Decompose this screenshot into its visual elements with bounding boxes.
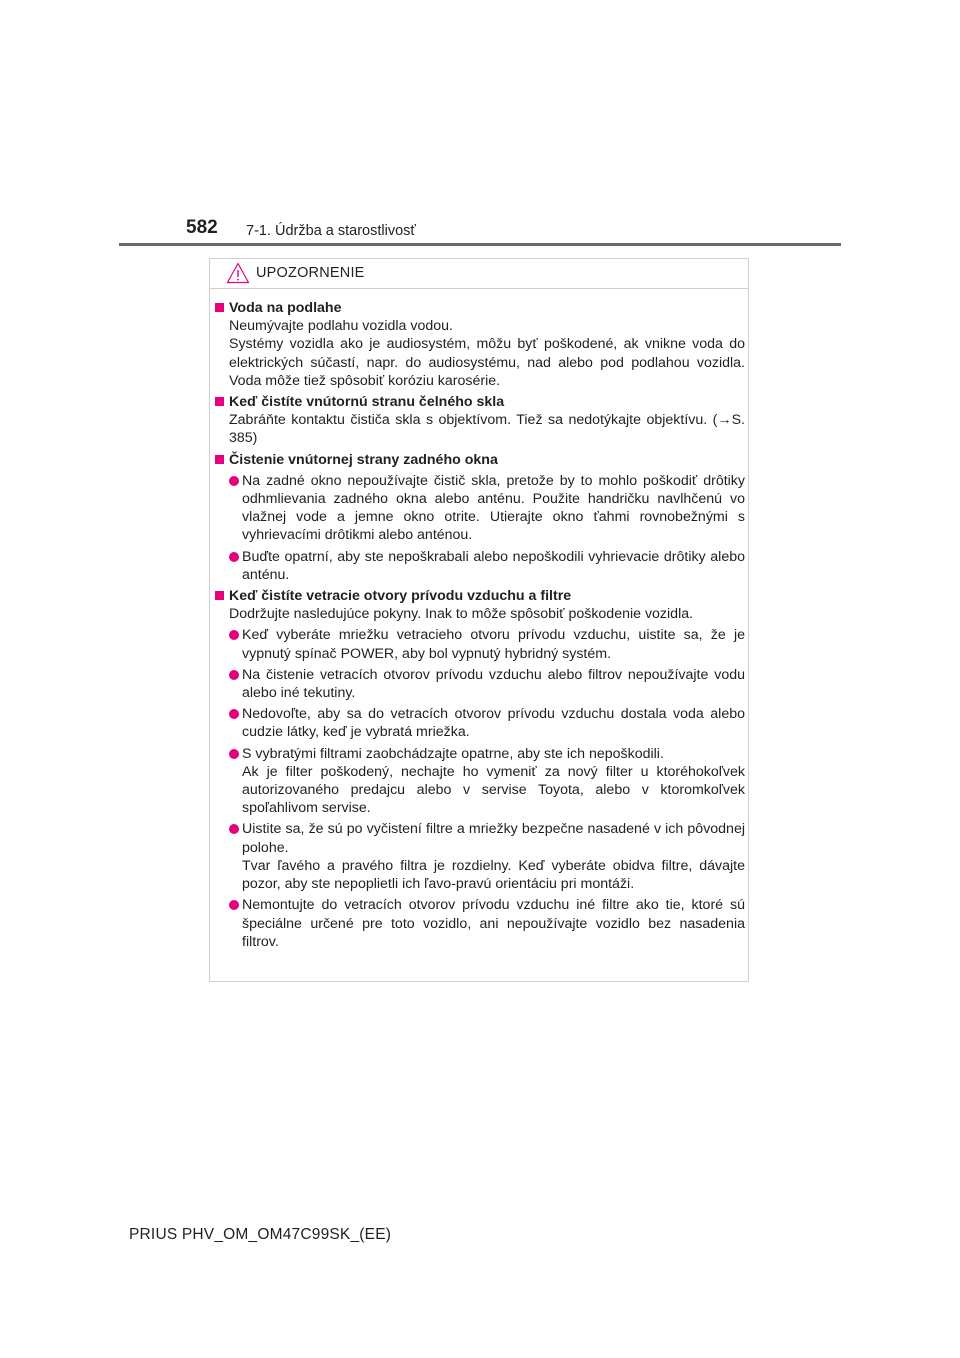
- document-code: PRIUS PHV_OM_OM47C99SK_(EE): [129, 1226, 392, 1243]
- round-bullet-icon: [229, 630, 239, 640]
- warning-title: UPOZORNENIE: [256, 265, 365, 281]
- round-bullet-icon: [229, 709, 239, 719]
- round-bullet-icon: [229, 824, 239, 834]
- round-bullet-icon: [229, 749, 239, 759]
- paragraph: Dodržujte nasledujúce pokyny. Inak to môže spôsobiť poškodenie vozidla.: [229, 606, 694, 623]
- warning-content: [215, 299, 745, 954]
- list-item: Uistite sa, že sú po vyčistení filtre a mriežky bezpečne nasadené v ich pôvodnej polohe. Tvar ľavého a pravého filtra je rozdielny. Keď vyberáte obidva filtre, dávajte pozor, aby ste nepoplietli ich ľavo-pravú orientáciu pri montáži.: [229, 820, 745, 893]
- square-bullet-icon: [215, 397, 224, 406]
- warning-box: [209, 258, 749, 982]
- page-number: 582: [186, 217, 218, 238]
- list-item: Buďte opatrní, aby ste nepoškrabali alebo nepoškodili vyhrievacie drôtiky alebo anténu.: [229, 548, 745, 584]
- paragraph: Systémy vozidla ako je audiosystém, môžu byť poškodené, ak vnikne voda do elektrických súčastí, napr. do audiosystému, nad alebo pod podlahou vozidla. Voda môže tiež spôsobiť koróziu karosérie.: [229, 336, 745, 389]
- warning-header: [210, 259, 748, 289]
- list-item: Na zadné okno nepoužívajte čistič skla, pretože by to mohlo poškodiť drôtiky odhmlievania zadného okna alebo anténu. Použite handričku navlhčenú vo vlažnej vode a jemne okno otrite. Utierajte okno ťahmi rovnobežnými s vyhrievacími drôtikmi alebo anténou.: [229, 472, 745, 545]
- item-heading: Voda na podlahe: [229, 300, 342, 316]
- list-item: S vybratými filtrami zaobchádzajte opatrne, aby ste ich nepoškodili. Ak je filter poškodený, nechajte ho vymeniť za nový filter u ktoréhokoľvek autorizovaného predajcu alebo v servise Toyota, alebo v ktoromkoľvek spoľahlivom servise.: [229, 745, 745, 818]
- list-item: Nemontujte do vetracích otvorov prívodu vzduchu iné filtre ako tie, ktoré sú špeciálne určené pre toto vozidlo, ani nepoužívajte vozidlo bez nasadenia filtrov.: [229, 896, 745, 951]
- round-bullet-icon: [229, 670, 239, 680]
- list-item: Nedovoľte, aby sa do vetracích otvorov prívodu vzduchu dostala voda alebo cudzie látky, keď je vybratá mriežka.: [229, 705, 745, 741]
- section-title: 7-1. Údržba a starostlivosť: [246, 223, 416, 239]
- square-bullet-icon: [215, 303, 224, 312]
- round-bullet-icon: [229, 552, 239, 562]
- warning-item-rear-window: [215, 451, 745, 584]
- square-bullet-icon: [215, 455, 224, 464]
- paragraph: Neumývajte podlahu vozidla vodou.: [229, 318, 453, 335]
- warning-triangle-icon: [226, 262, 250, 284]
- warning-item-windshield: [215, 393, 745, 448]
- warning-item-air-vents: [215, 587, 745, 951]
- list-item: Na čistenie vetracích otvorov prívodu vzduchu alebo filtrov nepoužívajte vodu alebo iné tekutiny.: [229, 666, 745, 702]
- paragraph: Zabráňte kontaktu čističa skla s objektívom. Tiež sa nedotýkajte objektívu. (→S. 385): [229, 412, 745, 447]
- header-rule: [119, 243, 841, 246]
- round-bullet-icon: [229, 900, 239, 910]
- square-bullet-icon: [215, 591, 224, 600]
- item-heading: Keď čistíte vnútornú stranu čelného skla: [229, 394, 505, 411]
- item-heading: Keď čistíte vetracie otvory prívodu vzduchu a filtre: [229, 588, 572, 605]
- warning-item-floor-water: [215, 299, 745, 390]
- item-heading: Čistenie vnútornej strany zadného okna: [229, 451, 498, 468]
- list-item: Keď vyberáte mriežku vetracieho otvoru prívodu vzduchu, uistite sa, že je vypnutý spínač POWER, aby bol vypnutý hybridný systém.: [229, 626, 745, 662]
- round-bullet-icon: [229, 476, 239, 486]
